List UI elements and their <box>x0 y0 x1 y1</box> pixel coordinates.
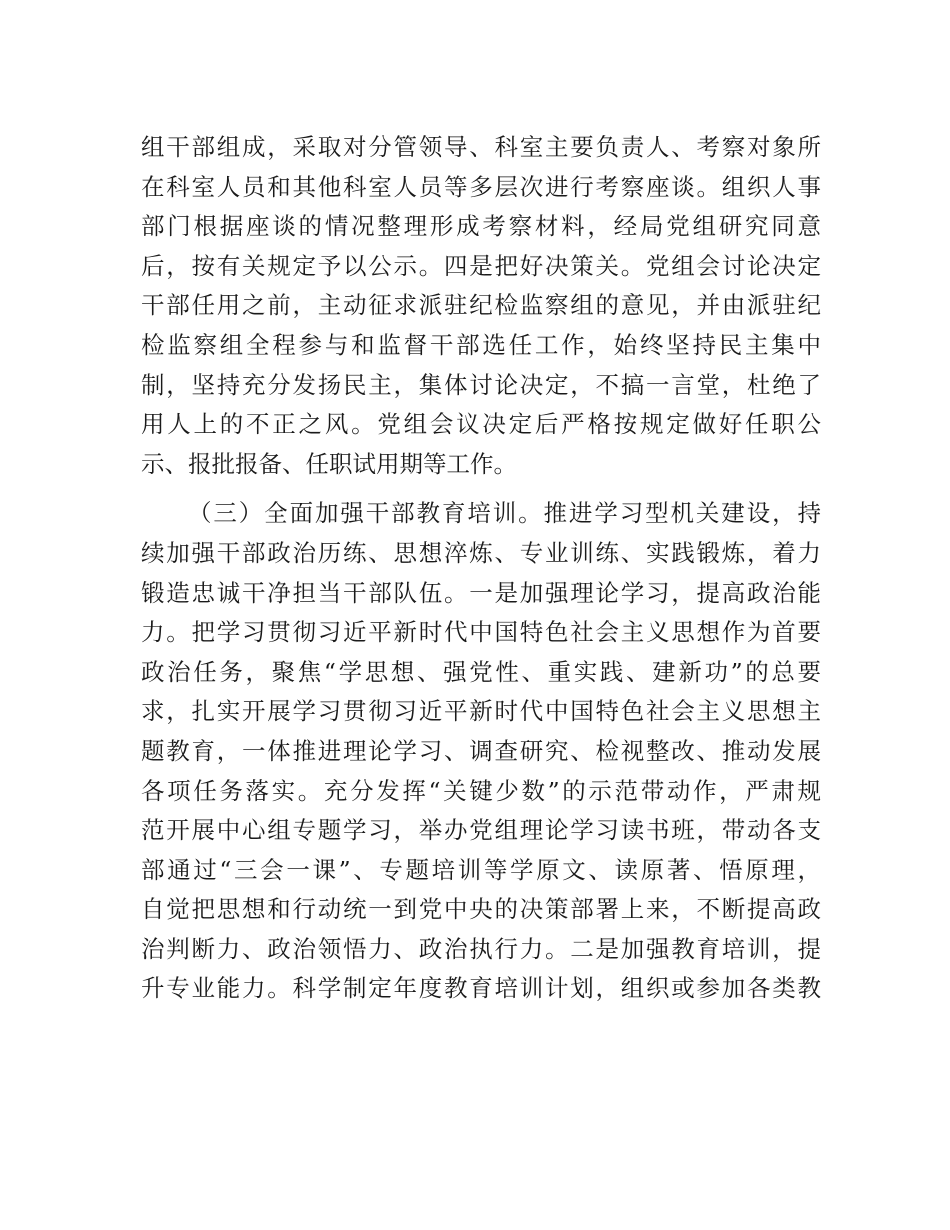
paragraph-cadre-inspection <box>141 128 821 484</box>
text-line: 干部任用之前，主动征求派驻纪检监察组的意见，并由派驻纪 <box>141 291 821 320</box>
text-line: 后，按有关规定予以公示。四是把好决策关。党组会讨论决定 <box>141 251 821 280</box>
text-line: （三）全面加强干部教育培训。推进学习型机关建设，持 <box>188 499 821 528</box>
text-line: 治判断力、政治领悟力、政治执行力。二是加强教育培训，提 <box>141 934 821 963</box>
text-line: 示、报批报备、任职试用期等工作。 <box>141 449 517 478</box>
text-line: 部门根据座谈的情况整理形成考察材料，经局党组研究同意 <box>141 212 821 241</box>
text-line: 检监察组全程参与和监督干部选任工作，始终坚持民主集中 <box>141 330 821 359</box>
text-line: 求，扎实开展学习贯彻习近平新时代中国特色社会主义思想主 <box>141 697 821 726</box>
text-line: 锻造忠诚干净担当干部队伍。一是加强理论学习，提高政治能 <box>141 578 821 607</box>
text-line: 范开展中心组专题学习，举办党组理论学习读书班，带动各支 <box>141 816 821 845</box>
document-body <box>141 128 821 1009</box>
text-line: 升专业能力。科学制定年度教育培训计划，组织或参加各类教 <box>141 974 821 1003</box>
text-line: 制，坚持充分发扬民主，集体讨论决定，不搞一言堂，杜绝了 <box>141 370 821 399</box>
text-line: 在科室人员和其他科室人员等多层次进行考察座谈。组织人事 <box>141 172 821 201</box>
paragraph-spacer <box>141 484 821 494</box>
text-line: 政治任务，聚焦“学思想、强党性、重实践、建新功”的总要 <box>141 657 821 686</box>
text-line: 组干部组成，采取对分管领导、科室主要负责人、考察对象所 <box>141 133 821 161</box>
text-line: 力。把学习贯彻习近平新时代中国特色社会主义思想作为首要 <box>141 618 821 647</box>
text-line: 续加强干部政治历练、思想淬炼、专业训练、实践锻炼，着力 <box>141 538 821 567</box>
text-line: 部通过“三会一课”、专题培训等学原文、读原著、悟原理， <box>141 855 821 884</box>
paragraph-cadre-training <box>141 494 821 1009</box>
text-line: 自觉把思想和行动统一到党中央的决策部署上来，不断提高政 <box>141 895 821 924</box>
text-line: 各项任务落实。充分发挥“关键少数”的示范带动作，严肃规 <box>141 776 821 805</box>
text-line: 题教育，一体推进理论学习、调查研究、检视整改、推动发展 <box>141 736 821 765</box>
text-line: 用人上的不正之风。党组会议决定后严格按规定做好任职公 <box>141 410 821 439</box>
